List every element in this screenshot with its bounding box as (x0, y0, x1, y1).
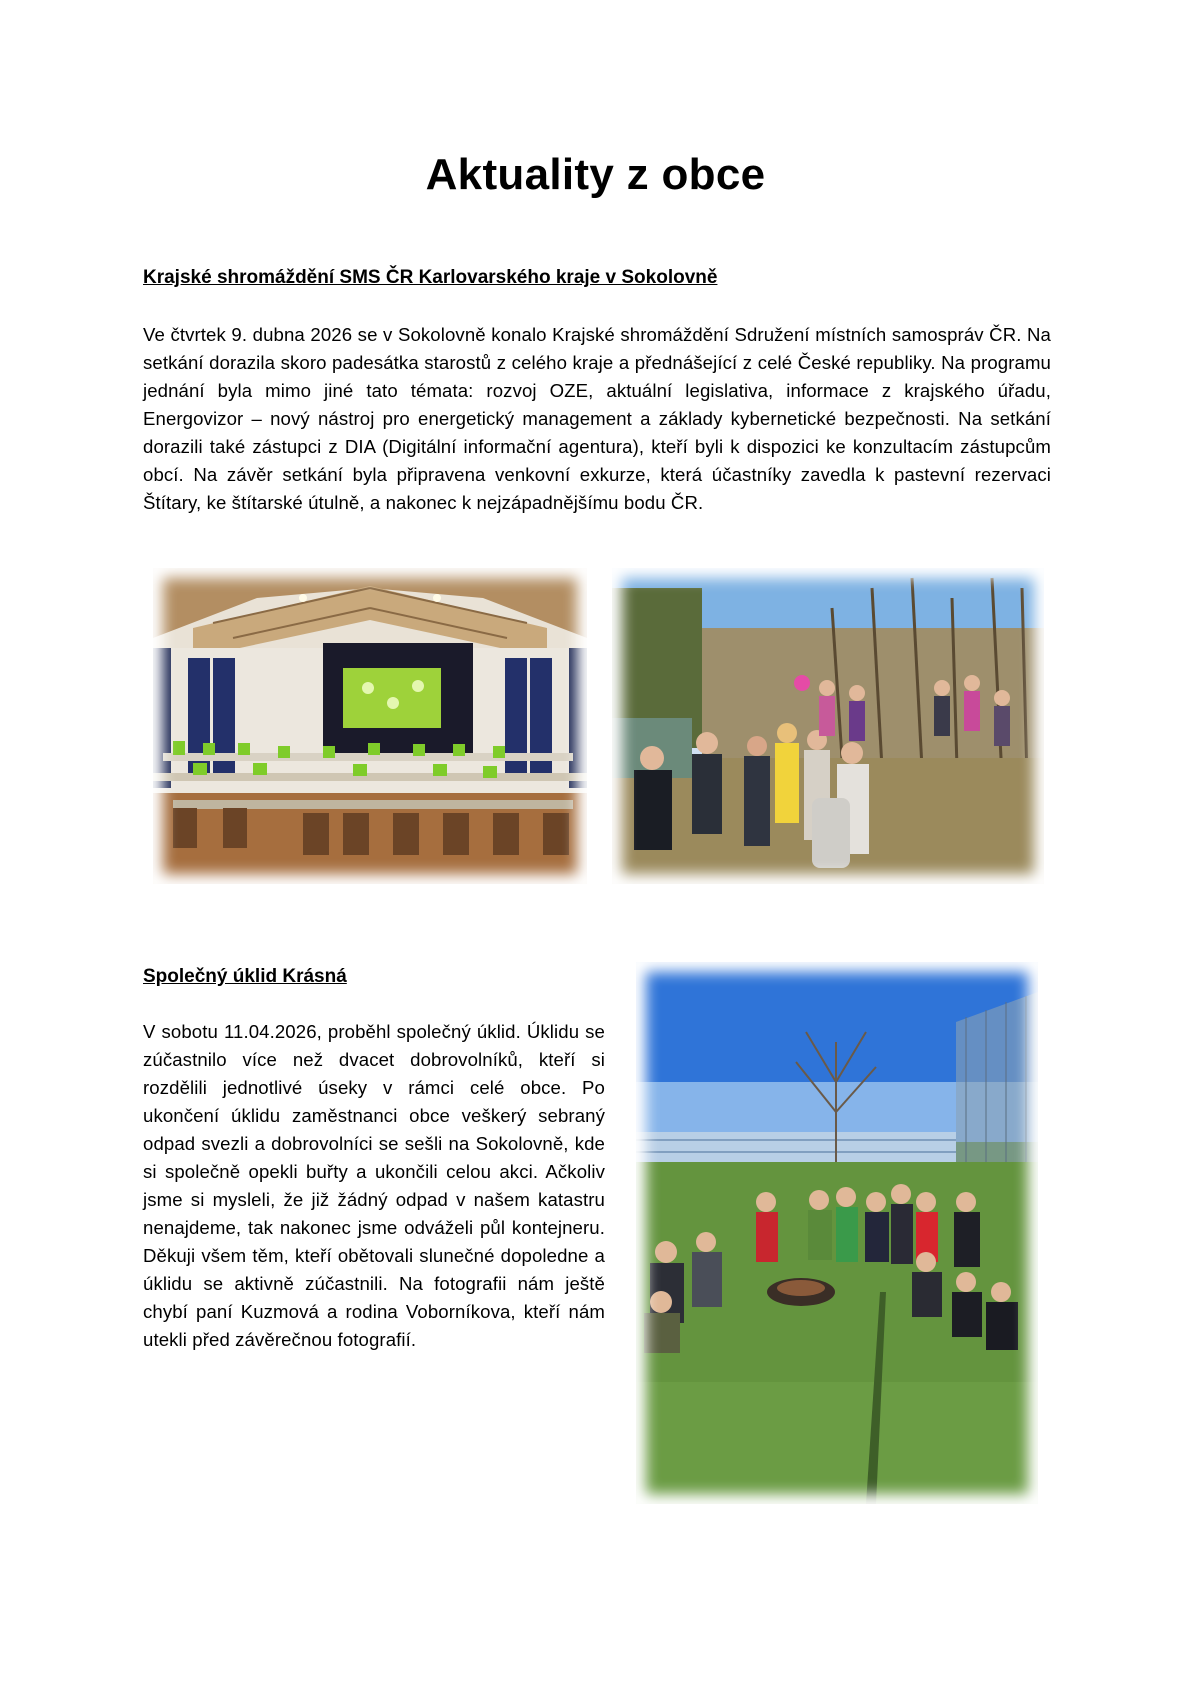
page-title: Aktuality z obce (425, 150, 766, 199)
article1-body: Ve čtvrtek 9. dubna 2026 se v Sokolovně konalo Krajské shromáždění Sdružení místních samospráv ČR. Na setkání dorazila skoro padesátka starostů z celého kraje a přednášející z celé České republiky. Na programu jednání byla mimo jiné tato témata: rozvoj OZE, aktuální legislativa, informace z krajského úřadu, Energovizor – nový nástroj pro energetický management a základy kybernetické bezpečnosti. Na setkání dorazili také zástupci z DIA (Digitální informační agentura), kteří byli k dispozici ke konzultacím zástupcům obcí. Na závěr setkání byla připravena venkovní exkurze, která účastníky zavedla k pastevní rezervaci Štítary, ke štítarské útulně, a nakonec k nejzápadnějšímu bodu ČR. (143, 324, 1051, 513)
article2-body: V sobotu 11.04.2026, proběhl společný úklid. Úklidu se zúčastnilo více než dvacet dobrovolníků, kteří si rozdělili jednotlivé úseky v rámci celé obce. Po ukončení úklidu zaměstnanci obce veškerý sebraný odpad svezli a dobrovolníci se sešli na Sokolovně, kde si společně opekli buřty a ukončili celou akci. Ačkoliv jsme si mysleli, že již žádný odpad v našem katastru nenajdeme, tak nakonec jsme odváželi půl kontejneru. Děkuji všem těm, kteří obětovali slunečné dopoledne a úklidu se aktivně zúčastnili. Na fotografii nám ještě chybí paní Kuzmová a rodina Voborníkova, kteří nám utekli před závěrečnou fotografií. (143, 1021, 605, 1350)
photo-cleanup-group (636, 962, 1038, 1504)
photo-hall-interior (153, 568, 587, 884)
article1-heading: Krajské shromáždění SMS ČR Karlovarského kraje v Sokolovně (143, 267, 718, 288)
article2-heading: Společný úklid Krásná (143, 966, 347, 987)
photo-excursion-group (612, 568, 1044, 884)
